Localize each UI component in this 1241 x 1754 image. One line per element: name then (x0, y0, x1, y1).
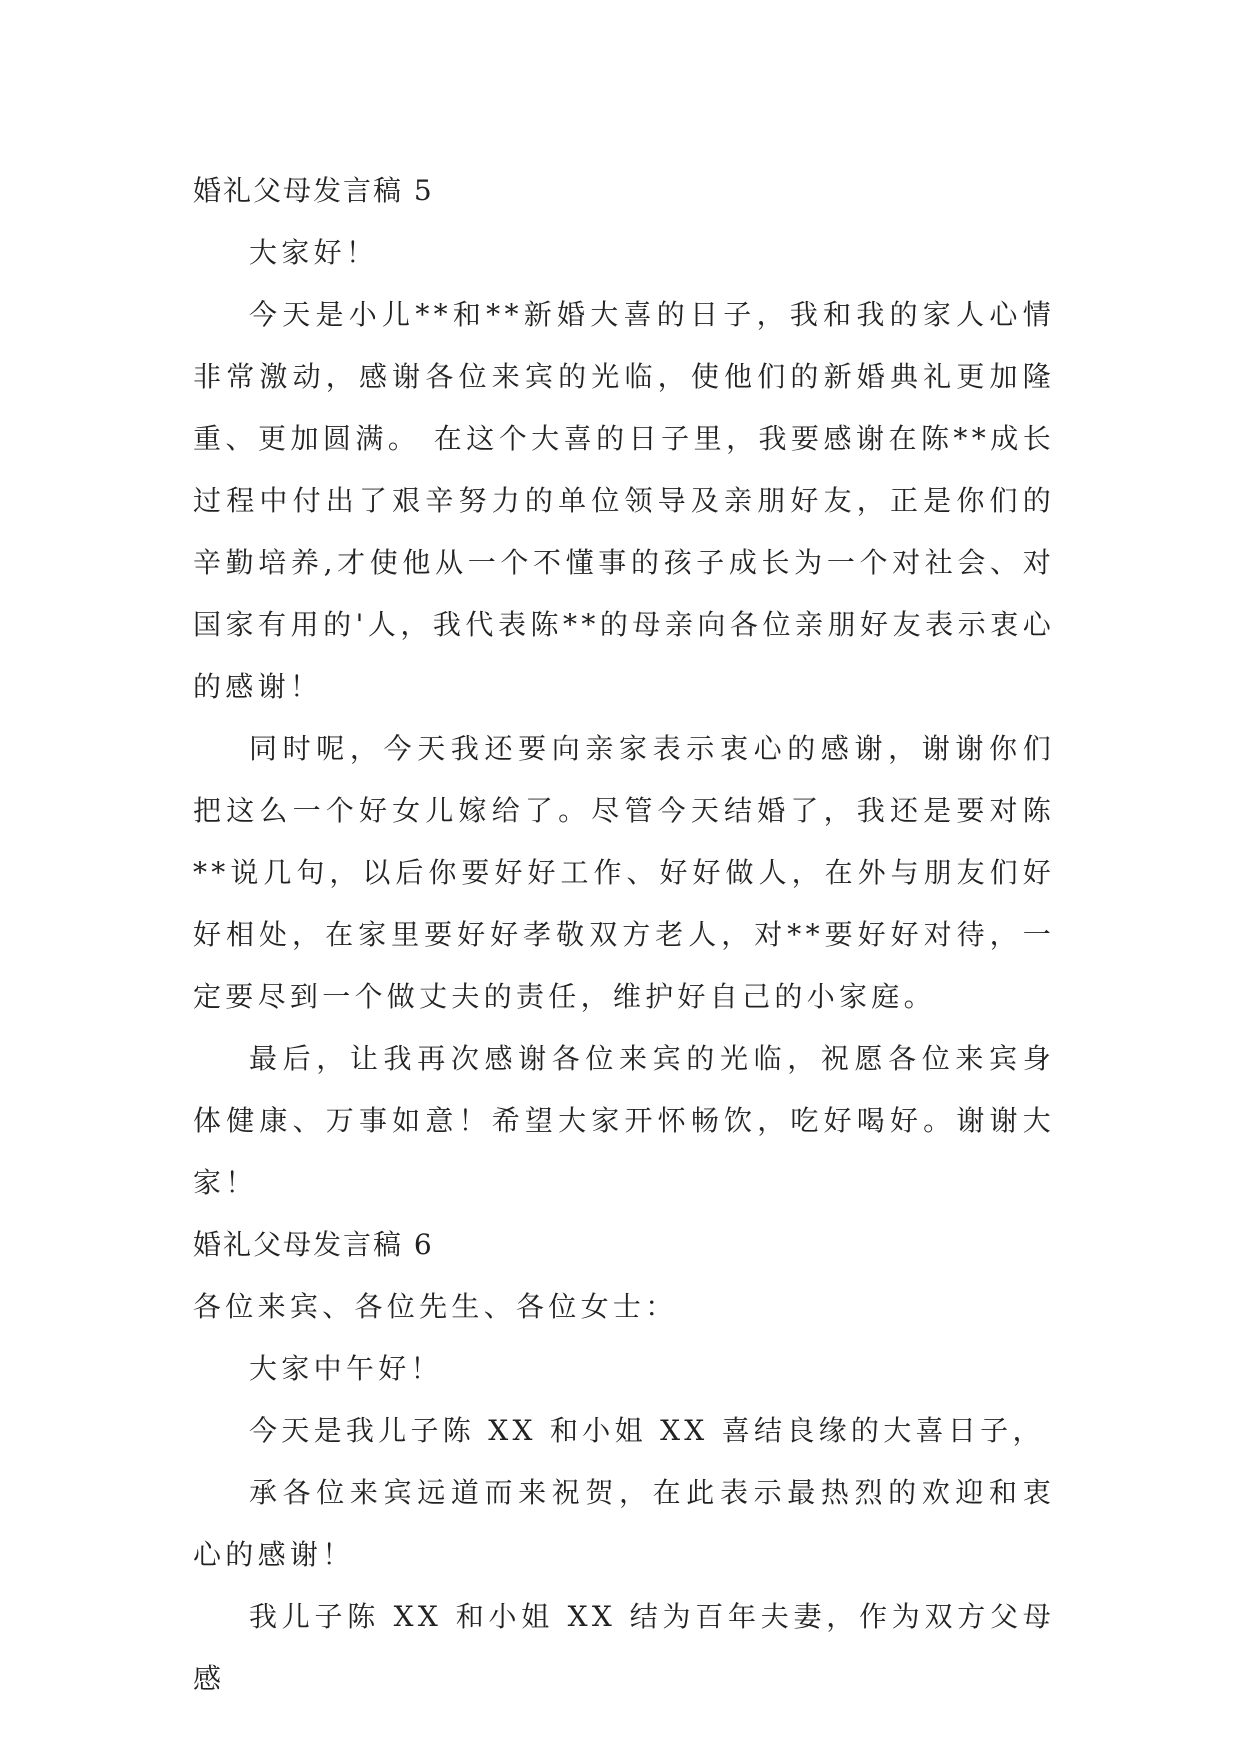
greeting-paragraph: 大家中午好！ (249, 1352, 443, 1385)
body-paragraph: 今天是小儿**和**新婚大喜的日子，我和我的家人心情非常激动，感谢各位来宾的光临，使他们的新婚典礼更加隆重、更加圆满。 在这个大喜的日子里，我要感谢在陈**成长过程中付出了艰辛努力的单位领导及亲朋好友，正是你们的辛勤培养,才使他从一个不懂事的孩子成长为一个对社会、对国家有用的'人，我代表陈**的母亲向各位亲朋好友表示衷心的感谢！ (193, 298, 1055, 703)
body-paragraph: 我儿子陈 XX 和小姐 XX 结为百年夫妻，作为双方父母感 (193, 1600, 1055, 1695)
body-paragraph: 今天是我儿子陈 XX 和小姐 XX 喜结良缘的大喜日子， (249, 1414, 1045, 1447)
body-paragraph: 承各位来宾远道而来祝贺，在此表示最热烈的欢迎和衷心的感谢！ (193, 1476, 1055, 1571)
body-paragraph: 同时呢，今天我还要向亲家表示衷心的感谢，谢谢你们把这么一个好女儿嫁给了。尽管今天结婚了，我还是要对陈**说几句，以后你要好好工作、好好做人，在外与朋友们好好相处，在家里要好好孝敬双方老人，对**要好好对待，一定要尽到一个做丈夫的责任，维护好自己的小家庭。 (193, 732, 1055, 1013)
section-title-5: 婚礼父母发言稿 5 (193, 174, 434, 207)
section-title-6: 婚礼父母发言稿 6 (193, 1228, 434, 1261)
salutation-line: 各位来宾、各位先生、各位女士： (193, 1290, 678, 1323)
document-body (193, 160, 1055, 1710)
closing-paragraph: 最后，让我再次感谢各位来宾的光临，祝愿各位来宾身体健康、万事如意！希望大家开怀畅饮，吃好喝好。谢谢大家！ (193, 1042, 1055, 1199)
greeting-paragraph: 大家好！ (249, 236, 379, 269)
